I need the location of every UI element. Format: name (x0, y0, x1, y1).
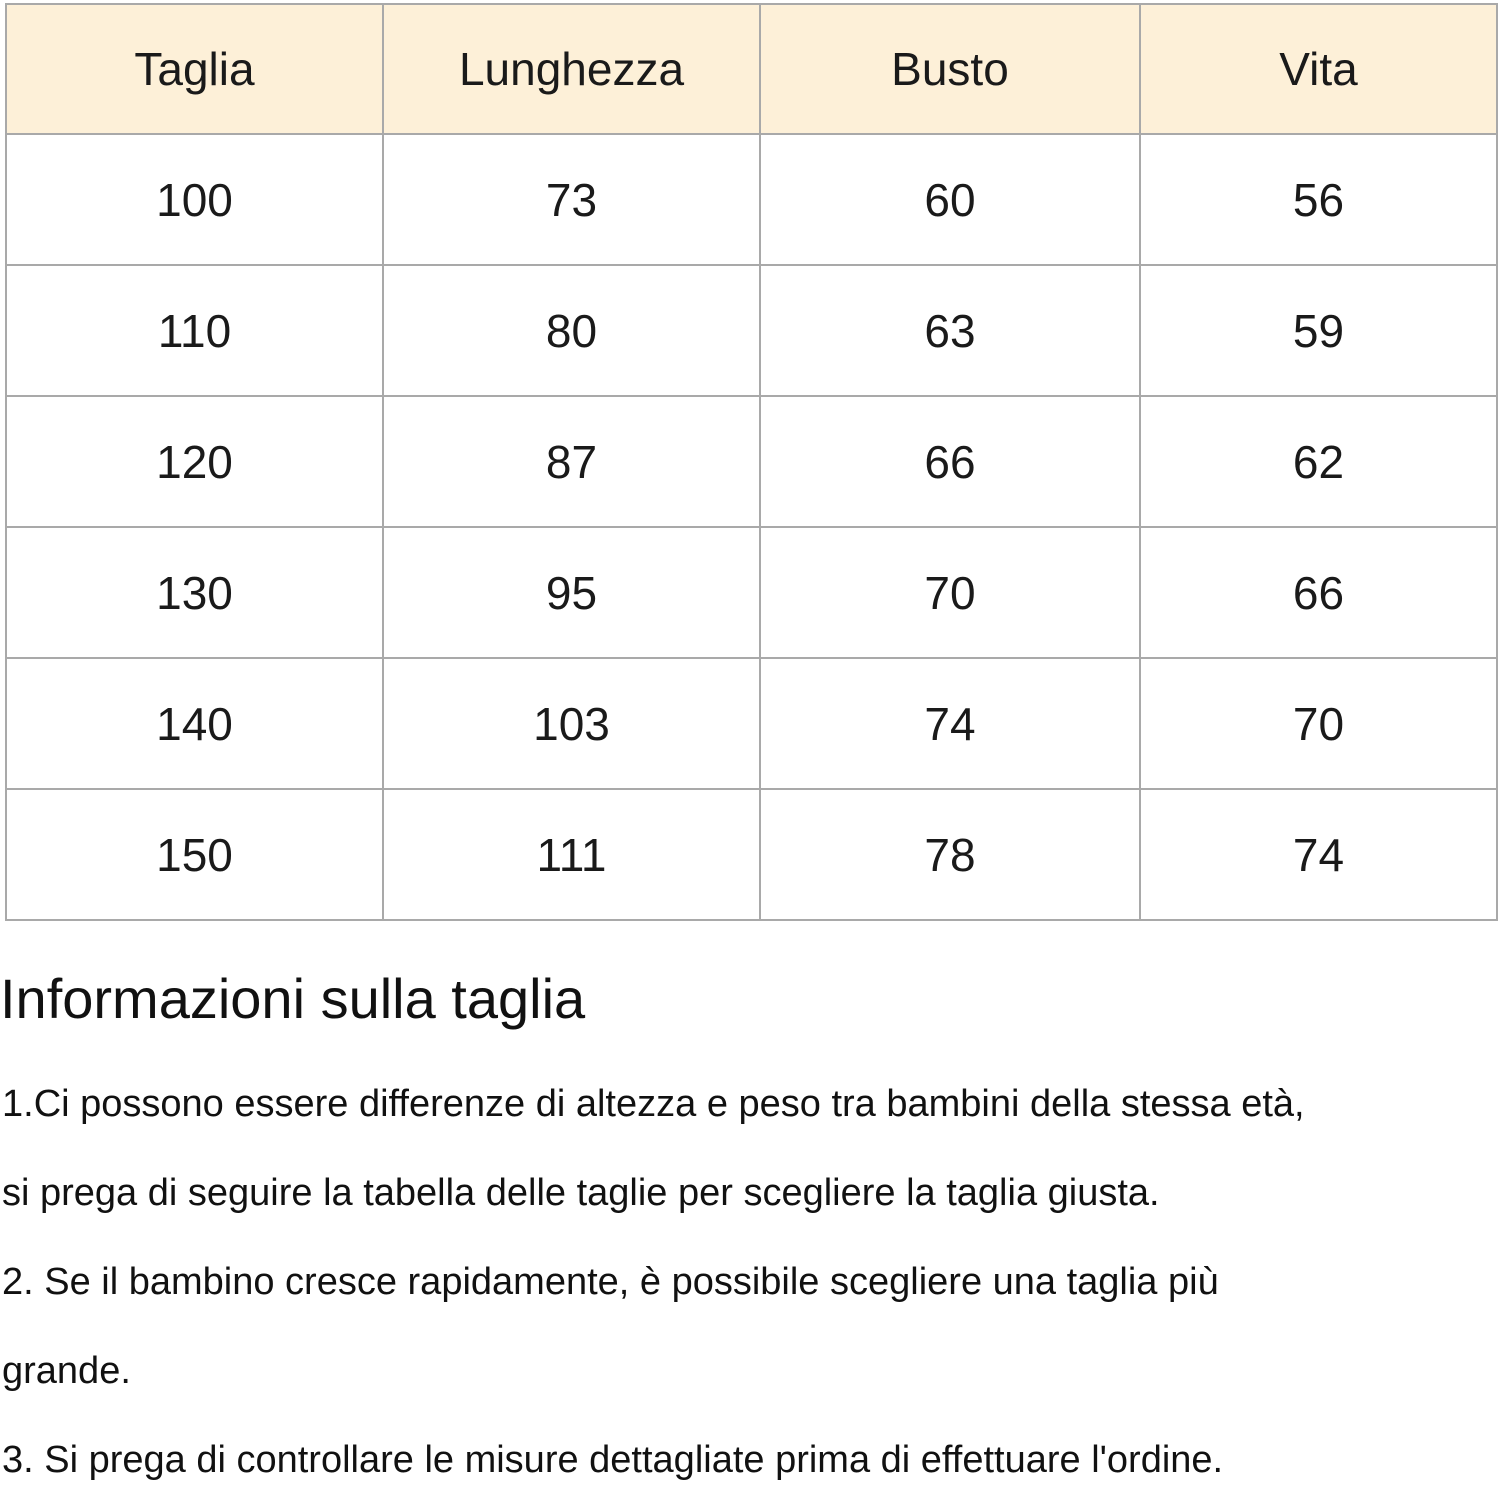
table-header-row (6, 4, 1497, 134)
table-row (6, 789, 1497, 920)
cell-lunghezza: 73 (383, 134, 760, 265)
cell-lunghezza: 87 (383, 396, 760, 527)
table-row (6, 134, 1497, 265)
cell-vita: 74 (1140, 789, 1497, 920)
cell-taglia: 100 (6, 134, 383, 265)
size-info-line-2: si prega di seguire la tabella delle taglie per scegliere la taglia giusta. (2, 1172, 1160, 1214)
size-info-line-5: 3. Si prega di controllare le misure dettagliate prima di effettuare l'ordine. (2, 1439, 1224, 1481)
cell-lunghezza: 103 (383, 658, 760, 789)
cell-busto: 60 (760, 134, 1140, 265)
header-lunghezza: Lunghezza (383, 4, 760, 134)
cell-vita: 62 (1140, 396, 1497, 527)
cell-busto: 74 (760, 658, 1140, 789)
cell-lunghezza: 80 (383, 265, 760, 396)
cell-taglia: 150 (6, 789, 383, 920)
size-chart-table (5, 3, 1498, 921)
cell-taglia: 130 (6, 527, 383, 658)
cell-taglia: 110 (6, 265, 383, 396)
size-info-title: Informazioni sulla taglia (0, 967, 586, 1030)
table-row (6, 527, 1497, 658)
size-info-line-1: 1.Ci possono essere differenze di altezza e peso tra bambini della stessa età, (2, 1083, 1305, 1125)
cell-taglia: 140 (6, 658, 383, 789)
table-row (6, 396, 1497, 527)
table-row (6, 265, 1497, 396)
cell-lunghezza: 95 (383, 527, 760, 658)
cell-vita: 59 (1140, 265, 1497, 396)
header-busto: Busto (760, 4, 1140, 134)
cell-busto: 66 (760, 396, 1140, 527)
cell-vita: 70 (1140, 658, 1497, 789)
header-vita: Vita (1140, 4, 1497, 134)
cell-busto: 70 (760, 527, 1140, 658)
size-info-line-3: 2. Se il bambino cresce rapidamente, è possibile scegliere una taglia più (2, 1261, 1219, 1303)
cell-busto: 78 (760, 789, 1140, 920)
cell-vita: 56 (1140, 134, 1497, 265)
cell-lunghezza: 111 (383, 789, 760, 920)
cell-busto: 63 (760, 265, 1140, 396)
table-row (6, 658, 1497, 789)
header-taglia: Taglia (6, 4, 383, 134)
size-info-line-4: grande. (2, 1350, 131, 1392)
cell-vita: 66 (1140, 527, 1497, 658)
cell-taglia: 120 (6, 396, 383, 527)
